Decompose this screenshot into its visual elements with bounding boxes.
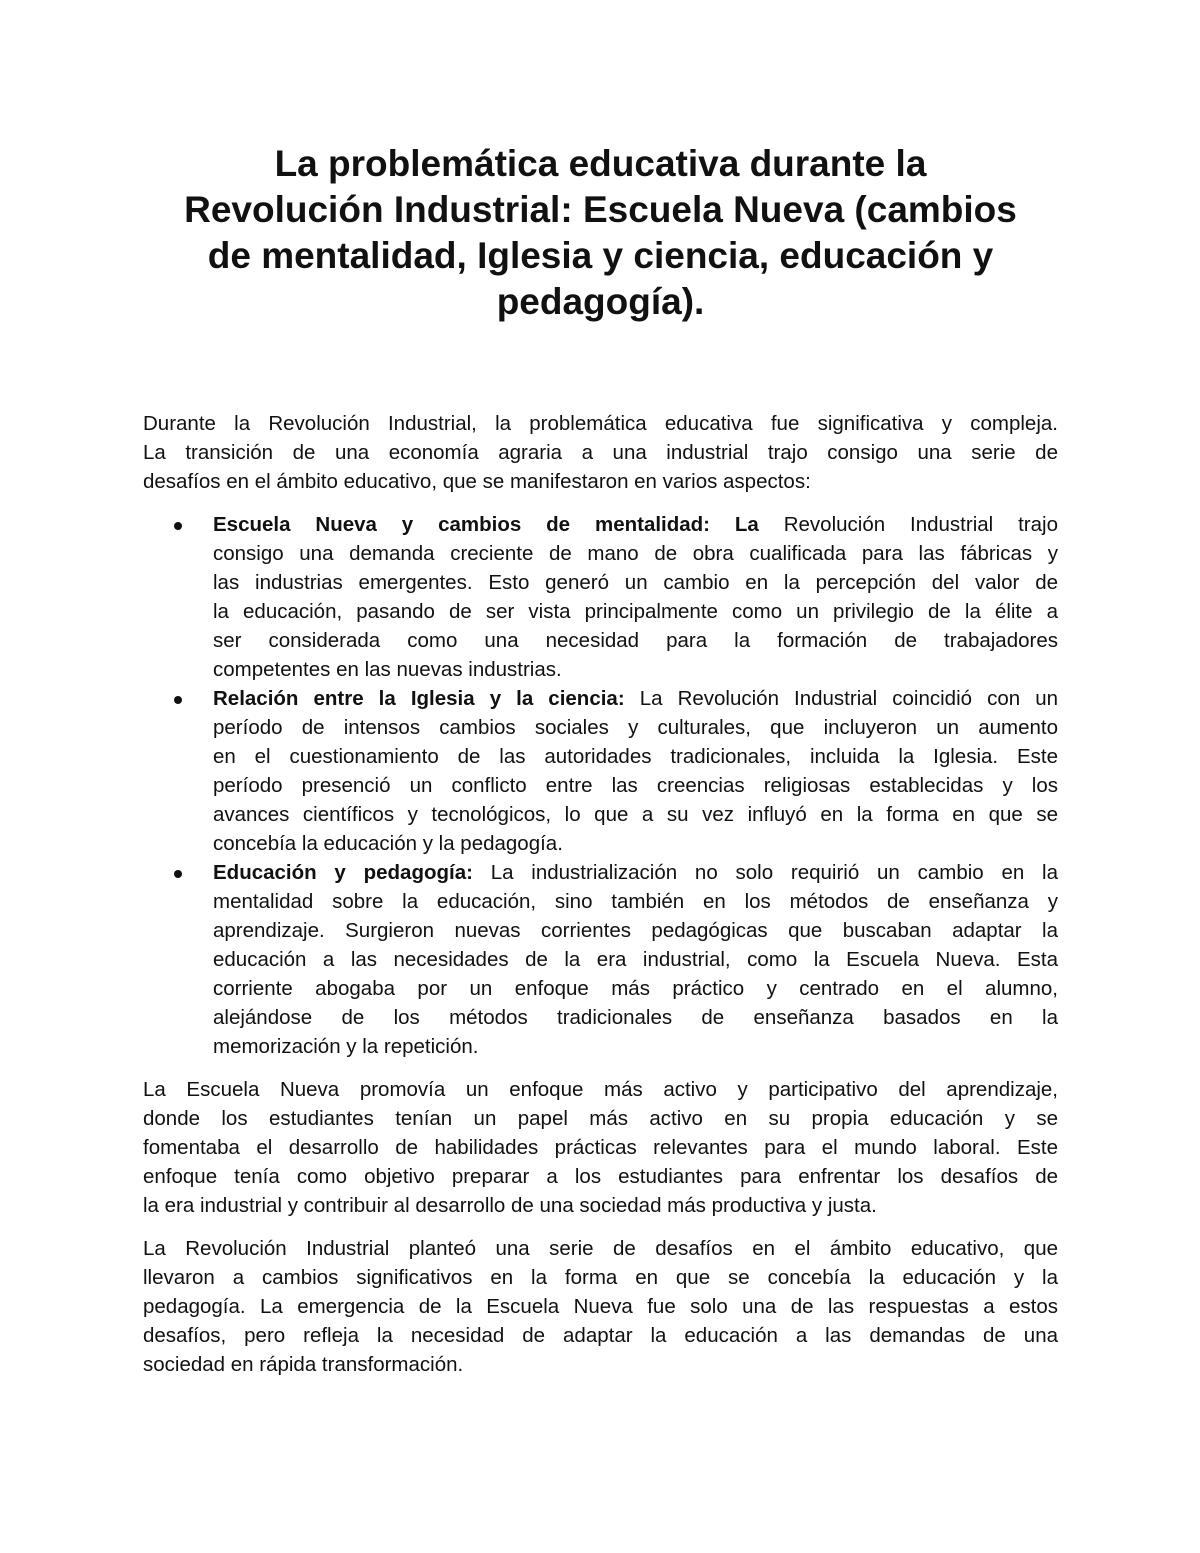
document-page xyxy=(143,0,1058,1379)
list-item-line: período de intensos cambios sociales y culturales, que incluyeron un aumento xyxy=(213,716,1058,739)
bullet-dot-icon xyxy=(174,522,182,530)
list-item-line: mentalidad sobre la educación, sino también en los métodos de enseñanza y xyxy=(213,890,1058,913)
list-item-line: consigo una demanda creciente de mano de obra cualificada para las fábricas y xyxy=(213,542,1058,565)
list-item xyxy=(143,858,1058,1061)
list-item-line: período presenció un conflicto entre las creencias religiosas establecidas y los xyxy=(213,774,1058,797)
paragraph-line: sociedad en rápida transformación. xyxy=(143,1353,464,1376)
intro-paragraph xyxy=(143,409,1058,496)
title-line: La problemática educativa durante la xyxy=(274,143,927,184)
paragraph-line: La transición de una economía agraria a una industrial trajo consigo una serie de xyxy=(143,441,1058,464)
paragraph-line: desafíos, pero refleja la necesidad de adaptar la educación a las demandas de una xyxy=(143,1324,1058,1347)
paragraph-line: la era industrial y contribuir al desarrollo de una sociedad más productiva y justa. xyxy=(143,1194,877,1217)
list-item-line: memorización y la repetición. xyxy=(213,1035,479,1058)
list-item xyxy=(143,684,1058,858)
list-item-line: competentes en las nuevas industrias. xyxy=(213,658,562,681)
list-item xyxy=(143,510,1058,684)
list-item-line: Escuela Nueva y cambios de mentalidad: La Revolución Industrial trajo xyxy=(213,513,1058,536)
list-item-line: ser considerada como una necesidad para la formación de trabajadores xyxy=(213,629,1058,652)
list-item-line: la educación, pasando de ser vista principalmente como un privilegio de la élite a xyxy=(213,600,1058,623)
list-item-line: corriente abogaba por un enfoque más práctico y centrado en el alumno, xyxy=(213,977,1058,1000)
title-line: de mentalidad, Iglesia y ciencia, educación y xyxy=(207,235,994,276)
title-line: pedagogía). xyxy=(496,281,705,322)
document-title xyxy=(143,141,1058,325)
list-item-heading: Educación y pedagogía: xyxy=(213,861,473,884)
bullet-dot-icon xyxy=(174,696,182,704)
bullet-dot-icon xyxy=(174,870,182,878)
paragraph-line: llevaron a cambios significativos en la forma en que se concebía la educación y la xyxy=(143,1266,1058,1289)
list-item-line: Educación y pedagogía: La industrialización no solo requirió un cambio en la xyxy=(213,861,1058,884)
paragraph-line: desafíos en el ámbito educativo, que se manifestaron en varios aspectos: xyxy=(143,470,811,493)
paragraph-line: Durante la Revolución Industrial, la problemática educativa fue significativa y compleja. xyxy=(143,412,1058,435)
list-item-heading: Relación entre la Iglesia y la ciencia: xyxy=(213,687,625,710)
list-item-line: en el cuestionamiento de las autoridades tradicionales, incluida la Iglesia. Este xyxy=(213,745,1058,768)
bullet-list xyxy=(143,510,1058,1061)
paragraph-line: donde los estudiantes tenían un papel más activo en su propia educación y se xyxy=(143,1107,1058,1130)
list-item-heading: Escuela Nueva y cambios de mentalidad: La xyxy=(213,513,759,536)
paragraph-line: pedagogía. La emergencia de la Escuela Nueva fue solo una de las respuestas a estos xyxy=(143,1295,1058,1318)
paragraph-line: fomentaba el desarrollo de habilidades prácticas relevantes para el mundo laboral. Este xyxy=(143,1136,1058,1159)
paragraph-line: enfoque tenía como objetivo preparar a los estudiantes para enfrentar los desafíos de xyxy=(143,1165,1058,1188)
list-item-line: avances científicos y tecnológicos, lo que a su vez influyó en la forma en que se xyxy=(213,803,1058,826)
paragraph-line: La Escuela Nueva promovía un enfoque más activo y participativo del aprendizaje, xyxy=(143,1078,1058,1101)
paragraph-line: La Revolución Industrial planteó una serie de desafíos en el ámbito educativo, que xyxy=(143,1237,1058,1260)
list-item-line: las industrias emergentes. Esto generó un cambio en la percepción del valor de xyxy=(213,571,1058,594)
list-item-line: alejándose de los métodos tradicionales de enseñanza basados en la xyxy=(213,1006,1058,1029)
list-item-line: educación a las necesidades de la era industrial, como la Escuela Nueva. Esta xyxy=(213,948,1058,971)
body-paragraph xyxy=(143,1075,1058,1220)
title-line: Revolución Industrial: Escuela Nueva (cambios xyxy=(184,189,1017,230)
list-item-line: aprendizaje. Surgieron nuevas corrientes pedagógicas que buscaban adaptar la xyxy=(213,919,1058,942)
list-item-line: Relación entre la Iglesia y la ciencia: La Revolución Industrial coincidió con un xyxy=(213,687,1059,710)
list-item-line: concebía la educación y la pedagogía. xyxy=(213,832,563,855)
body-paragraph xyxy=(143,1234,1058,1379)
